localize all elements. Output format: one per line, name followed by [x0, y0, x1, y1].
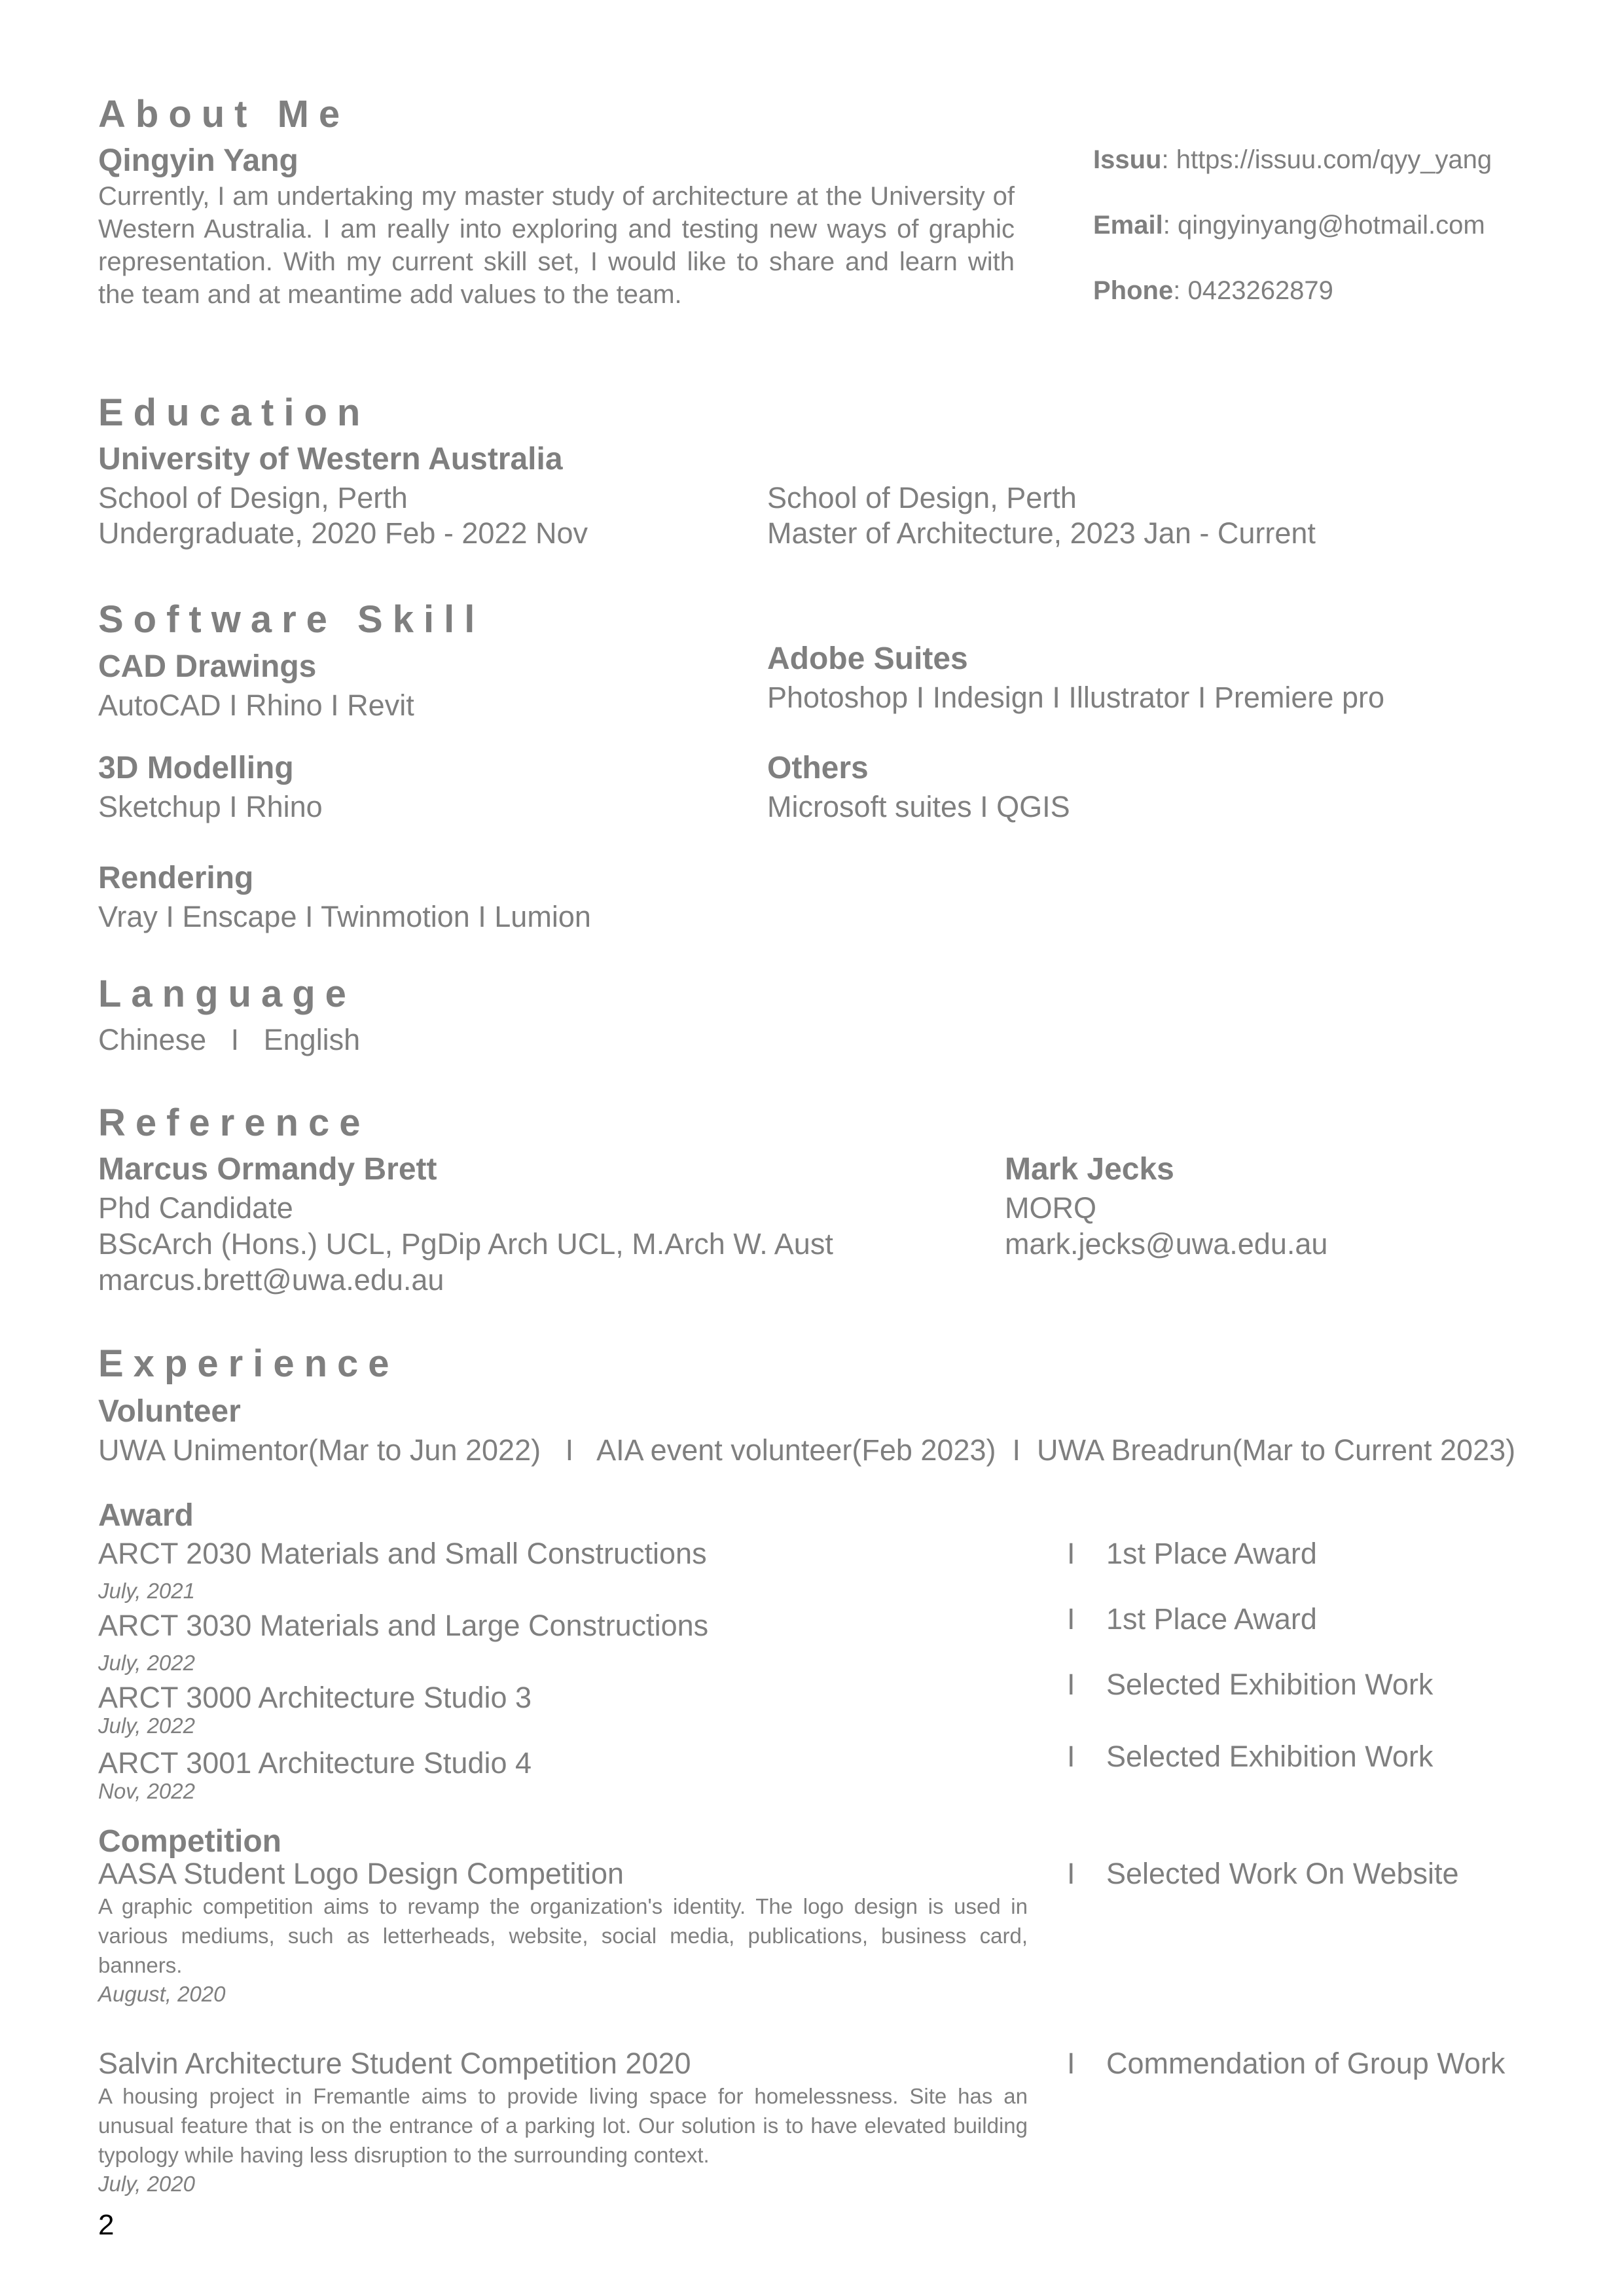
award-item-result: 1st Place Award: [1106, 1537, 1317, 1570]
modelling-title: 3D Modelling: [98, 751, 294, 785]
language-items: Chinese I English: [98, 1023, 361, 1056]
award-item-result: 1st Place Award: [1106, 1602, 1317, 1636]
award-item-date: July, 2022: [98, 1651, 195, 1675]
phone-label: Phone: [1093, 276, 1174, 305]
issuu-label: Issuu: [1093, 145, 1162, 174]
cad-items: AutoCAD I Rhino I Revit: [98, 689, 414, 722]
issuu-line: [1093, 147, 1492, 173]
volunteer-title: Volunteer: [98, 1394, 241, 1429]
adobe-title: Adobe Suites: [767, 641, 968, 676]
issuu-value[interactable]: : https://issuu.com/qyy_yang: [1161, 145, 1492, 174]
page-number: 2: [98, 2209, 115, 2241]
education-left-school: School of Design, Perth: [98, 481, 408, 514]
competition-item-result: Selected Work On Website: [1106, 1857, 1459, 1890]
award-item-title: ARCT 3000 Architecture Studio 3: [98, 1681, 532, 1714]
experience-heading: Experience: [98, 1342, 399, 1385]
education-right-school: School of Design, Perth: [767, 481, 1077, 514]
adobe-items: Photoshop I Indesign I Illustrator I Premiere pro: [767, 681, 1384, 714]
language-heading: Language: [98, 973, 356, 1015]
software-heading: Software Skill: [98, 598, 485, 641]
others-title: Others: [767, 751, 869, 785]
competition-item-title: AASA Student Logo Design Competition: [98, 1857, 624, 1890]
modelling-items: Sketchup I Rhino: [98, 790, 323, 823]
rendering-title: Rendering: [98, 861, 254, 895]
about-heading: About Me: [98, 93, 350, 135]
education-heading: Education: [98, 391, 370, 434]
competition-item-description: A housing project in Fremantle aims to provide living space for homelessness. Site has an unusual feature that is on the entrance of a parking lot. Our solution is to have elevated building typology while having less disruption to the surrounding context.: [98, 2084, 1028, 2167]
email-value[interactable]: : qingyinyang@hotmail.com: [1163, 211, 1485, 240]
competition-item-date: August, 2020: [98, 1982, 226, 2006]
ref1-name: Marcus Ormandy Brett: [98, 1152, 437, 1187]
award-separator: I: [1067, 1537, 1075, 1570]
award-item-title: ARCT 3001 Architecture Studio 4: [98, 1746, 532, 1780]
competition-separator: I: [1067, 1857, 1075, 1890]
ref1-title: Phd Candidate: [98, 1191, 293, 1225]
award-title: Award: [98, 1498, 194, 1533]
volunteer-items: UWA Unimentor(Mar to Jun 2022) I AIA event volunteer(Feb 2023) I UWA Breadrun(Mar to Current 2023): [98, 1433, 1516, 1467]
phone-line: [1093, 278, 1333, 304]
award-item-result: Selected Exhibition Work: [1106, 1668, 1434, 1701]
award-separator: I: [1067, 1668, 1075, 1701]
ref2-name: Mark Jecks: [1005, 1152, 1174, 1187]
competition-separator: I: [1067, 2047, 1075, 2080]
about-bio: Currently, I am undertaking my master study of architecture at the University of Western Australia. I am really into exploring and testing new ways of graphic representation. With my current skill set, I would like to share and learn with the team and at meantime add values to the team.: [98, 182, 1015, 309]
award-item-title: ARCT 2030 Materials and Small Constructions: [98, 1537, 707, 1570]
award-item-date: July, 2022: [98, 1713, 195, 1738]
ref2-org: MORQ: [1005, 1191, 1096, 1225]
ref1-quals: BScArch (Hons.) UCL, PgDip Arch UCL, M.Arch W. Aust: [98, 1227, 833, 1261]
about-name: Qingyin Yang: [98, 143, 298, 178]
award-item-result: Selected Exhibition Work: [1106, 1740, 1434, 1773]
award-separator: I: [1067, 1740, 1075, 1773]
email-line: [1093, 212, 1485, 238]
award-item-date: Nov, 2022: [98, 1779, 195, 1803]
award-separator: I: [1067, 1602, 1075, 1636]
phone-value: : 0423262879: [1173, 276, 1333, 305]
competition-title: Competition: [98, 1824, 281, 1859]
education-university: University of Western Australia: [98, 442, 563, 476]
reference-heading: Reference: [98, 1102, 370, 1144]
email-label: Email: [1093, 211, 1163, 240]
cad-title: CAD Drawings: [98, 649, 317, 684]
others-items: Microsoft suites I QGIS: [767, 790, 1070, 823]
ref1-email[interactable]: marcus.brett@uwa.edu.au: [98, 1263, 444, 1297]
competition-item-date: July, 2020: [98, 2172, 195, 2196]
competition-item-title: Salvin Architecture Student Competition 2020: [98, 2047, 691, 2080]
rendering-items: Vray I Enscape I Twinmotion I Lumion: [98, 900, 591, 933]
education-right-degree: Master of Architecture, 2023 Jan - Current: [767, 516, 1316, 550]
award-item-date: July, 2021: [98, 1579, 195, 1603]
education-left-degree: Undergraduate, 2020 Feb - 2022 Nov: [98, 516, 588, 550]
award-item-title: ARCT 3030 Materials and Large Constructions: [98, 1609, 709, 1642]
competition-item-result: Commendation of Group Work: [1106, 2047, 1506, 2080]
ref2-email[interactable]: mark.jecks@uwa.edu.au: [1005, 1227, 1328, 1261]
competition-item-description: A graphic competition aims to revamp the organization's identity. The logo design is used in various mediums, such as letterheads, website, social media, publications, business card, banners.: [98, 1894, 1028, 1977]
